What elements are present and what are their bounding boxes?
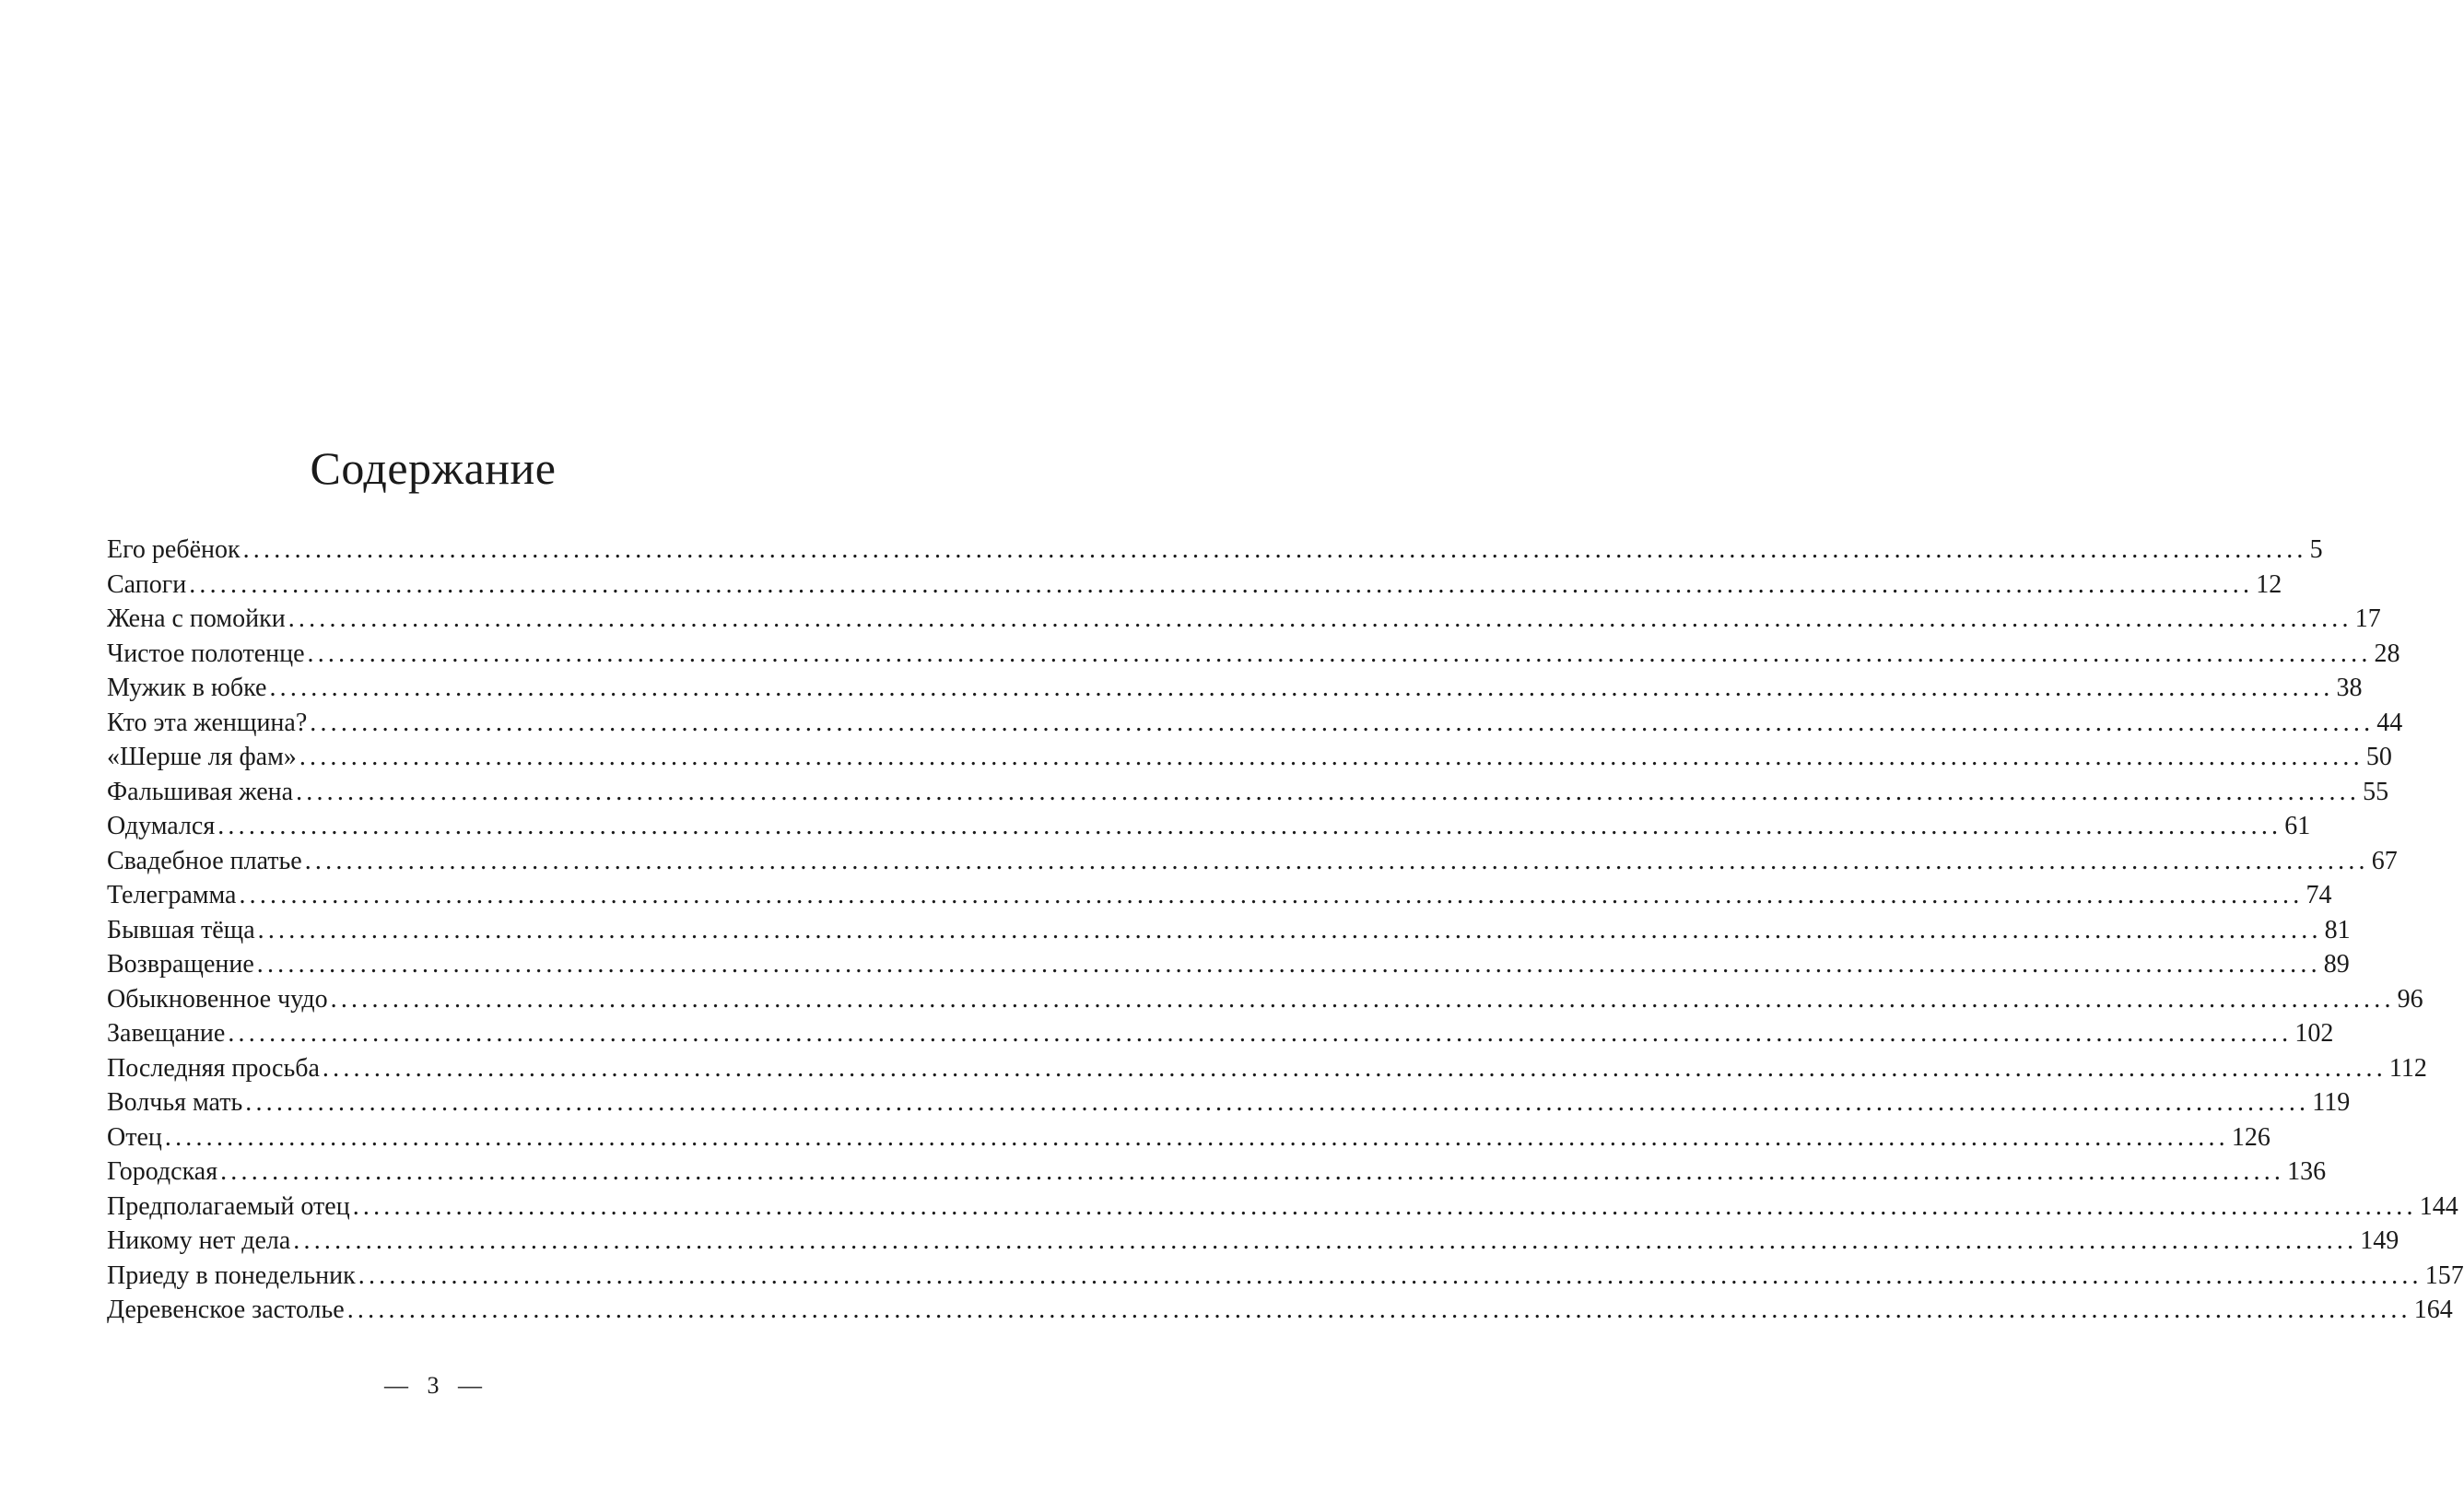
toc-entry-page: 102	[2294, 1019, 2334, 1048]
toc-entry-title: Завещание	[107, 1019, 226, 1048]
toc-entry[interactable]	[107, 1190, 2458, 1225]
toc-entry-page: 164	[2413, 1296, 2453, 1324]
toc-entry-title: Городская	[107, 1157, 218, 1186]
dot-leader: ........................................................................................................................................................................................................	[330, 984, 2395, 1014]
toc-entry-title: Обыкновенное чудо	[107, 984, 328, 1014]
toc-entry[interactable]	[107, 1155, 2327, 1190]
toc-entry-page: 89	[2323, 950, 2350, 979]
dot-leader: ........................................................................................................................................................................................................	[307, 639, 2372, 668]
dot-leader: ........................................................................................................................................................................................................	[239, 881, 2304, 909]
toc-entry-page: 67	[2371, 846, 2398, 875]
table-of-contents	[107, 533, 2464, 1328]
toc-entry[interactable]	[107, 1120, 2270, 1155]
toc-entry-page: 50	[2365, 743, 2392, 771]
page-number	[0, 1371, 866, 1401]
dot-leader: ........................................................................................................................................................................................................	[164, 1122, 2229, 1152]
dot-leader: ........................................................................................................................................................................................................	[299, 743, 2364, 771]
toc-entry[interactable]	[107, 775, 2389, 810]
toc-entry[interactable]	[107, 947, 2350, 982]
toc-entry-page: 61	[2284, 812, 2311, 840]
toc-entry[interactable]	[107, 1085, 2351, 1120]
toc-entry-title: Бывшая тёща	[107, 915, 255, 944]
dot-leader: ........................................................................................................................................................................................................	[245, 1088, 2310, 1117]
dot-leader: ........................................................................................................................................................................................................	[322, 1053, 2387, 1083]
toc-entry-page: 44	[2376, 708, 2403, 737]
toc-entry[interactable]	[107, 637, 2400, 672]
dot-leader: ........................................................................................................................................................................................................	[220, 1157, 2285, 1186]
toc-entry[interactable]	[107, 740, 2392, 775]
dot-leader: ........................................................................................................................................................................................................	[310, 708, 2375, 737]
dot-leader: ........................................................................................................................................................................................................	[228, 1019, 2293, 1048]
folio-dash-left: —	[384, 1372, 408, 1399]
toc-entry-title: Сапоги	[107, 569, 187, 599]
toc-entry-title: Волчья мать	[107, 1088, 243, 1117]
toc-entry-page: 17	[2354, 604, 2381, 633]
toc-entry-title: Чистое полотенце	[107, 639, 305, 668]
dot-leader: ........................................................................................................................................................................................................	[189, 569, 2254, 599]
toc-entry[interactable]	[107, 878, 2332, 913]
toc-entry-title: Отец	[107, 1122, 162, 1152]
toc-entry-page: 144	[2419, 1191, 2458, 1221]
toc-entry-page: 149	[2360, 1226, 2399, 1255]
dot-leader: ........................................................................................................................................................................................................	[257, 915, 2322, 944]
dot-leader: ........................................................................................................................................................................................................	[217, 812, 2282, 840]
dot-leader: ........................................................................................................................................................................................................	[269, 674, 2334, 702]
toc-entry-title: Свадебное платье	[107, 846, 302, 875]
toc-entry-page: 74	[2306, 881, 2332, 909]
toc-entry-page: 38	[2336, 674, 2363, 702]
toc-entry-title: Кто эта женщина?	[107, 708, 308, 737]
toc-entry-page: 96	[2397, 984, 2423, 1014]
toc-entry[interactable]	[107, 1293, 2453, 1328]
dot-leader: ........................................................................................................................................................................................................	[358, 1260, 2423, 1290]
toc-entry[interactable]	[107, 671, 2363, 706]
toc-entry-title: Мужик в юбке	[107, 674, 267, 702]
toc-entry-title: «Шерше ля фам»	[107, 743, 297, 771]
dot-leader: ........................................................................................................................................................................................................	[352, 1191, 2417, 1221]
toc-entry-title: Телеграмма	[107, 881, 237, 909]
toc-entry[interactable]	[107, 533, 2323, 568]
dot-leader: ........................................................................................................................................................................................................	[296, 777, 2361, 806]
toc-entry[interactable]	[107, 982, 2423, 1017]
toc-entry-title: Последняя просьба	[107, 1053, 320, 1083]
toc-entry[interactable]	[107, 568, 2282, 603]
toc-entry-page: 157	[2424, 1260, 2464, 1290]
toc-entry-title: Фальшивая жена	[107, 777, 294, 806]
folio-dash-right: —	[458, 1372, 482, 1399]
toc-entry-title: Никому нет дела	[107, 1226, 291, 1255]
dot-leader: ........................................................................................................................................................................................................	[256, 950, 2321, 979]
toc-entry-page: 119	[2312, 1088, 2351, 1117]
dot-leader: ........................................................................................................................................................................................................	[346, 1296, 2411, 1324]
toc-entry[interactable]	[107, 706, 2403, 741]
toc-entry-page: 112	[2388, 1053, 2427, 1083]
dot-leader: ........................................................................................................................................................................................................	[304, 846, 2369, 875]
toc-entry-page: 12	[2256, 569, 2282, 599]
toc-entry-page: 126	[2231, 1122, 2270, 1152]
toc-entry[interactable]	[107, 1259, 2464, 1294]
toc-entry-page: 28	[2374, 639, 2400, 668]
toc-entry[interactable]	[107, 1051, 2427, 1086]
toc-entry-page: 5	[2309, 535, 2323, 564]
toc-entry-title: Жена с помойки	[107, 604, 286, 633]
dot-leader: ........................................................................................................................................................................................................	[287, 604, 2353, 633]
dot-leader: ........................................................................................................................................................................................................	[242, 535, 2307, 564]
toc-entry-page: 81	[2324, 915, 2351, 944]
toc-entry[interactable]	[107, 809, 2311, 844]
folio-number: 3	[427, 1372, 440, 1399]
toc-entry-title: Возвращение	[107, 950, 254, 979]
toc-entry[interactable]	[107, 844, 2398, 879]
toc-entry-title: Одумался	[107, 812, 216, 840]
toc-entry-title: Предполагаемый отец	[107, 1191, 350, 1221]
toc-entry[interactable]	[107, 913, 2351, 948]
toc-entry-title: Приеду в понедельник	[107, 1260, 356, 1290]
toc-entry-page: 55	[2363, 777, 2389, 806]
dot-leader: ........................................................................................................................................................................................................	[293, 1226, 2358, 1255]
toc-entry-title: Деревенское застолье	[107, 1296, 345, 1324]
toc-entry-page: 136	[2287, 1157, 2327, 1186]
toc-entry[interactable]	[107, 1016, 2334, 1051]
toc-entry[interactable]	[107, 602, 2381, 637]
toc-entry-title: Его ребёнок	[107, 535, 241, 564]
page-title: Содержание	[310, 442, 557, 494]
toc-entry[interactable]	[107, 1224, 2399, 1259]
